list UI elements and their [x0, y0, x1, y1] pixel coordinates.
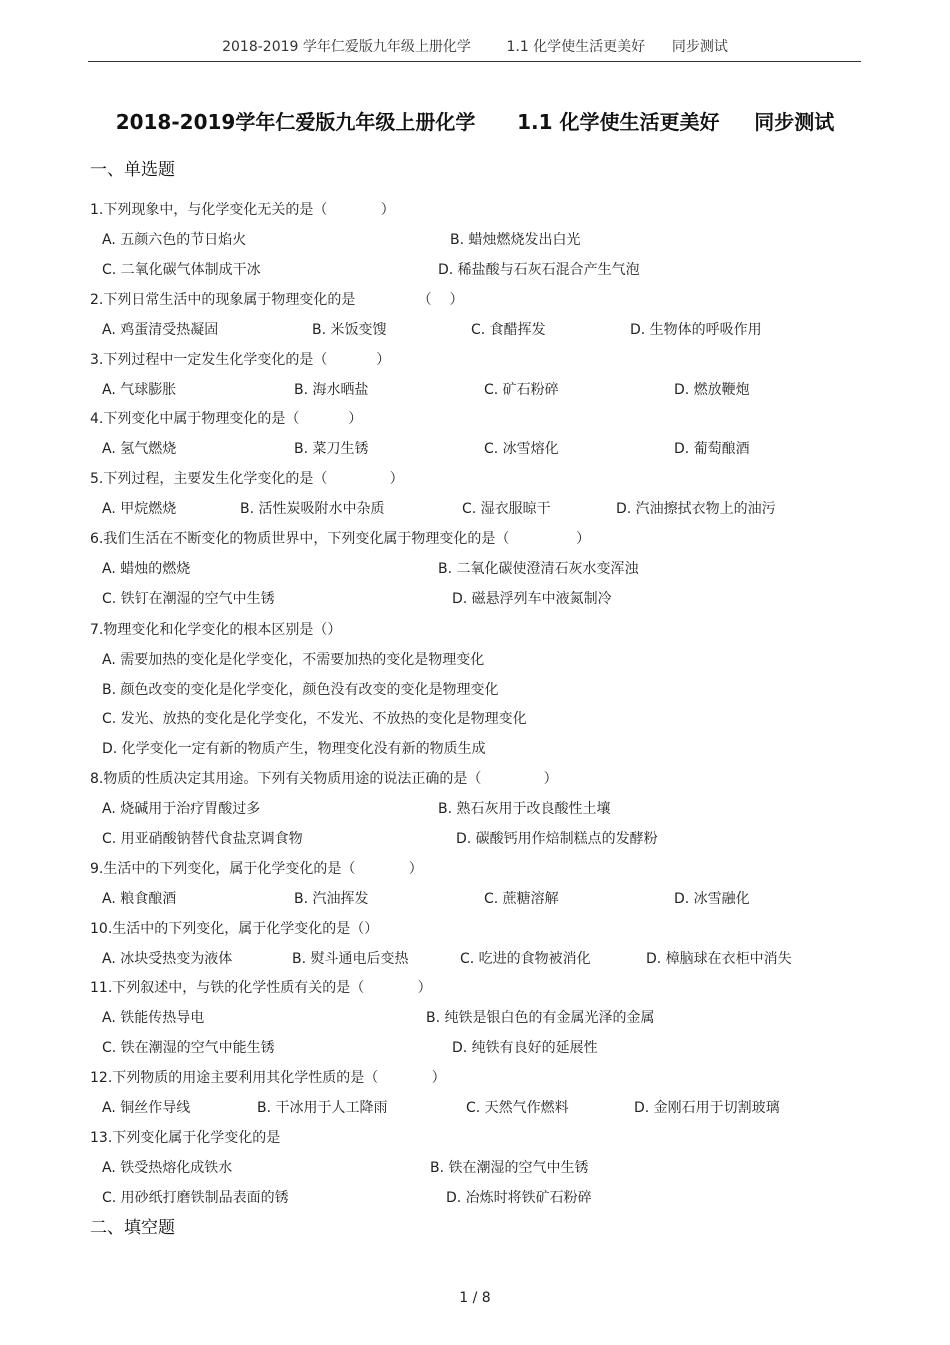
running-header: 2018-2019 学年仁爱版九年级上册化学 1.1 化学使生活更美好 同步测试 — [222, 39, 728, 55]
q8-option-d: D. 碳酸钙用作焙制糕点的发酵粉 — [456, 831, 658, 847]
question-11: 11.下列叙述中，与铁的化学性质有关的是（ ） — [90, 980, 432, 996]
q5-option-b: B. 活性炭吸附水中杂质 — [240, 501, 385, 517]
q1-option-c: C. 二氧化碳气体制成干冰 — [102, 262, 261, 278]
q13-option-b: B. 铁在潮湿的空气中生锈 — [430, 1160, 589, 1176]
q9-option-a: A. 粮食酿酒 — [102, 891, 177, 907]
q1-option-d: D. 稀盐酸与石灰石混合产生气泡 — [438, 262, 640, 278]
q5-option-a: A. 甲烷燃烧 — [102, 501, 177, 517]
q6-option-c: C. 铁钉在潮湿的空气中生锈 — [102, 591, 275, 607]
q1-option-b: B. 蜡烛燃烧发出白光 — [450, 232, 581, 248]
question-10: 10.生活中的下列变化，属于化学变化的是（） — [90, 921, 379, 937]
q6-option-d: D. 磁悬浮列车中液氮制冷 — [452, 591, 612, 607]
question-12: 12.下列物质的用途主要利用其化学性质的是（ ） — [90, 1070, 446, 1086]
q7-option-c: C. 发光、放热的变化是化学变化，不发光、不放热的变化是物理变化 — [102, 711, 527, 727]
q5-option-c: C. 湿衣服晾干 — [462, 501, 551, 517]
question-9: 9.生活中的下列变化，属于化学变化的是（ ） — [90, 861, 423, 877]
q8-option-b: B. 熟石灰用于改良酸性土壤 — [438, 801, 611, 817]
q4-option-b: B. 菜刀生锈 — [294, 441, 369, 457]
q10-option-d: D. 樟脑球在衣柜中消失 — [646, 951, 792, 967]
q3-option-a: A. 气球膨胀 — [102, 382, 177, 398]
q11-option-d: D. 纯铁有良好的延展性 — [452, 1040, 598, 1056]
question-7: 7.物理变化和化学变化的根本区别是（） — [90, 622, 342, 638]
q2-option-d: D. 生物体的呼吸作用 — [630, 322, 762, 338]
q11-option-b: B. 纯铁是银白色的有金属光泽的金属 — [426, 1010, 655, 1026]
q7-option-a: A. 需要加热的变化是化学变化，不需要加热的变化是物理变化 — [102, 652, 485, 668]
q12-option-d: D. 金刚石用于切割玻璃 — [634, 1100, 780, 1116]
q3-option-d: D. 燃放鞭炮 — [674, 382, 750, 398]
q9-option-b: B. 汽油挥发 — [294, 891, 369, 907]
question-8: 8.物质的性质决定其用途。下列有关物质用途的说法正确的是（ ） — [90, 771, 558, 787]
section-heading-fill-blank: 二、填空题 — [90, 1218, 175, 1238]
question-5: 5.下列过程，主要发生化学变化的是（ ） — [90, 471, 404, 487]
q2-option-b: B. 米饭变馊 — [312, 322, 387, 338]
q13-option-a: A. 铁受热熔化成铁水 — [102, 1160, 233, 1176]
q5-option-d: D. 汽油擦拭衣物上的油污 — [616, 501, 776, 517]
q13-option-d: D. 冶炼时将铁矿石粉碎 — [446, 1190, 592, 1206]
q9-option-c: C. 蔗糖溶解 — [484, 891, 559, 907]
q3-option-b: B. 海水晒盐 — [294, 382, 369, 398]
question-4: 4.下列变化中属于物理变化的是（ ） — [90, 411, 363, 427]
q1-option-a: A. 五颜六色的节日焰火 — [102, 232, 247, 248]
q4-option-c: C. 冰雪熔化 — [484, 441, 559, 457]
q6-option-a: A. 蜡烛的燃烧 — [102, 561, 191, 577]
q11-option-a: A. 铁能传热导电 — [102, 1010, 205, 1026]
q2-option-a: A. 鸡蛋清受热凝固 — [102, 322, 219, 338]
section-heading-single-choice: 一、单选题 — [90, 160, 175, 180]
question-6: 6.我们生活在不断变化的物质世界中，下列变化属于物理变化的是（ ） — [90, 531, 591, 547]
document-title: 2018-2019学年仁爱版九年级上册化学 1.1 化学使生活更美好 同步测试 — [115, 110, 835, 134]
q2-option-c: C. 食醋挥发 — [471, 322, 546, 338]
q10-option-c: C. 吃进的食物被消化 — [460, 951, 591, 967]
q10-option-a: A. 冰块受热变为液体 — [102, 951, 233, 967]
q12-option-c: C. 天然气作燃料 — [466, 1100, 569, 1116]
q3-option-c: C. 矿石粉碎 — [484, 382, 559, 398]
page-number: 1 / 8 — [459, 1290, 491, 1306]
q9-option-d: D. 冰雪融化 — [674, 891, 750, 907]
q7-option-b: B. 颜色改变的变化是化学变化，颜色没有改变的变化是物理变化 — [102, 682, 499, 698]
q8-option-c: C. 用亚硝酸钠替代食盐烹调食物 — [102, 831, 303, 847]
q10-option-b: B. 熨斗通电后变热 — [292, 951, 409, 967]
q11-option-c: C. 铁在潮湿的空气中能生锈 — [102, 1040, 275, 1056]
q8-option-a: A. 烧碱用于治疗胃酸过多 — [102, 801, 261, 817]
q6-option-b: B. 二氧化碳使澄清石灰水变浑浊 — [438, 561, 639, 577]
question-3: 3.下列过程中一定发生化学变化的是（ ） — [90, 352, 391, 368]
q4-option-d: D. 葡萄酿酒 — [674, 441, 750, 457]
q4-option-a: A. 氢气燃烧 — [102, 441, 177, 457]
q12-option-b: B. 干冰用于人工降雨 — [257, 1100, 388, 1116]
question-2: 2.下列日常生活中的现象属于物理变化的是 （ ） — [90, 292, 464, 308]
question-1: 1.下列现象中，与化学变化无关的是（ ） — [90, 202, 395, 218]
q12-option-a: A. 铜丝作导线 — [102, 1100, 191, 1116]
q13-option-c: C. 用砂纸打磨铁制品表面的锈 — [102, 1190, 289, 1206]
q7-option-d: D. 化学变化一定有新的物质产生，物理变化没有新的物质生成 — [102, 741, 486, 757]
header-divider — [88, 61, 861, 62]
question-13: 13.下列变化属于化学变化的是 — [90, 1130, 281, 1146]
